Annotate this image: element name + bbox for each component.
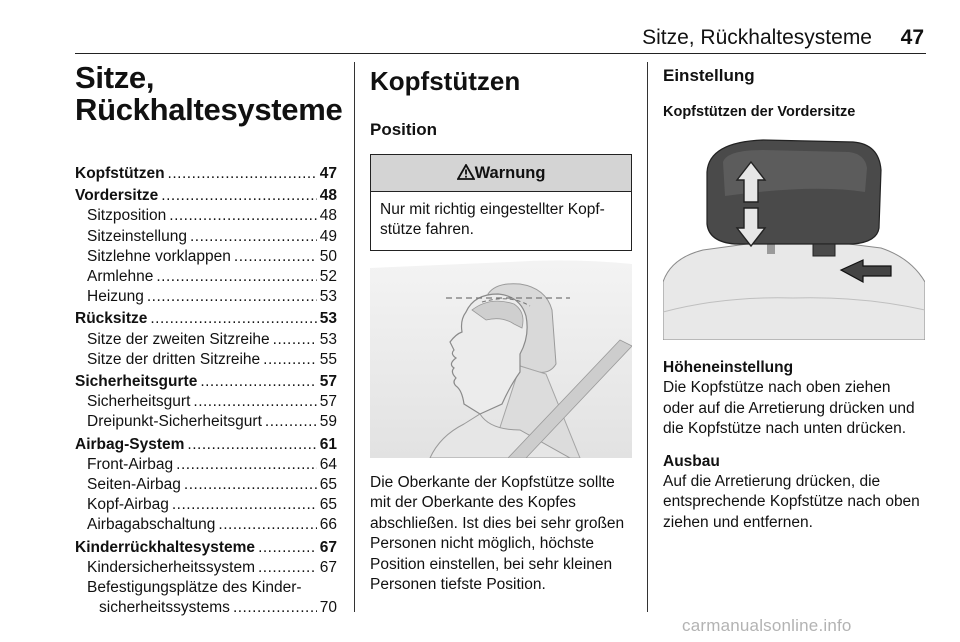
toc-entry[interactable] [75,186,337,206]
toc-entry[interactable] [75,372,337,392]
warning-title: Warnung [474,164,546,182]
toc-leader-dots [190,227,317,247]
toc-entry-page: 67 [319,538,337,556]
toc-entry-page: 66 [319,516,337,534]
toc-entry[interactable] [75,247,337,267]
warning-line: stütze fahren. [380,221,474,238]
toc-leader-dots [169,206,316,226]
position-paragraph [370,473,640,595]
toc-entry-page: 70 [319,599,337,617]
headrest-column [370,60,632,251]
toc-entry[interactable] [75,435,337,455]
text-line: Die Kopfstütze nach oben ziehen [663,379,891,397]
column-divider-2 [647,62,648,612]
toc-entry-label: Airbag-System [75,435,185,453]
toc-entry-label: Kinderrückhaltesysteme [75,538,256,556]
toc-entry-label: Airbagabschaltung [87,516,216,534]
toc-entry[interactable] [75,309,337,329]
toc-entry[interactable] [75,515,337,535]
warning-line: Nur mit richtig eingestellter Kopf- [380,201,605,218]
toc-entry[interactable] [75,392,337,412]
toc-entry-page: 64 [319,455,337,473]
toc-leader-dots [193,392,316,412]
toc-entry-label: Sitze der dritten Sitzreihe [87,350,261,368]
toc-entry[interactable] [75,267,337,287]
toc-entry-label: Sicherheitsgurt [87,393,191,411]
removal-heading: Ausbau [663,452,720,470]
toc-leader-dots [176,455,317,475]
toc-entry[interactable] [75,330,337,350]
toc-entry-label: Front-Airbag [87,455,174,473]
toc-entry-page: 65 [319,476,337,494]
page-header [0,26,960,50]
toc-leader-dots [147,287,317,307]
toc-leader-dots [218,515,316,535]
toc-leader-dots [172,495,317,515]
toc-entry-label: Dreipunkt-Sicherheitsgurt [87,413,262,431]
chapter-title [75,60,343,127]
toc-entry[interactable] [75,495,337,515]
toc-entry-label: Sitze der zweiten Sitzreihe [87,330,270,348]
toc-entry-page: 61 [319,435,337,453]
toc-leader-dots [161,186,316,206]
toc-entry-page: 48 [319,207,337,225]
toc-entry-page: 49 [319,227,337,245]
text-line: Personen tiefste Position. [370,576,546,594]
toc-entry-page: 52 [319,268,337,286]
toc-entry[interactable] [75,350,337,370]
chapter-title-line-1: Sitze, [75,60,155,95]
text-line: Auf die Arretierung drücken, die [663,473,881,491]
page-number: 47 [900,26,924,49]
toc-entry-page: 59 [319,413,337,431]
warning-box [370,154,632,251]
text-line: die Kopfstütze nach unten drücken. [663,420,906,438]
toc-entry-label: Rücksitze [75,310,148,328]
toc-entry-label: Befestigungsplätze des Kinder- [87,579,302,597]
warning-triangle-icon [457,164,475,180]
header-rule [75,53,926,54]
toc-entry-page: 53 [319,310,337,328]
text-line: Personen nicht möglich, höchste [370,535,595,553]
toc-leader-dots [200,372,316,392]
toc-leader-dots [187,435,316,455]
height-heading: Höheneinstellung [663,359,794,376]
toc-entry-page: 57 [319,373,337,391]
text-line: Die Oberkante der Kopfstütze sollte [370,474,615,491]
toc-leader-dots [273,330,317,350]
toc-entry[interactable] [75,164,337,184]
warning-text [371,192,631,250]
toc-entry[interactable] [75,412,337,432]
table-of-contents [75,164,337,618]
text-line: mit der Oberkante des Kopfes [370,494,576,512]
running-title: Sitze, Rückhaltesysteme [642,26,872,49]
text-line: abschließen. Ist dies bei sehr großen [370,514,625,532]
chapter-title-line-2: Rückhaltesysteme [75,92,343,127]
toc-entry[interactable] [75,538,337,558]
text-line: oder auf die Arretierung drücken und [663,399,915,417]
toc-entry-page: 65 [319,496,337,514]
toc-entry-page: 48 [319,187,337,205]
toc-leader-dots [184,475,317,495]
toc-entry[interactable] [75,206,337,226]
toc-leader-dots [156,267,316,287]
text-line: Position einstellen, bei sehr kleinen [370,555,613,573]
adjustment-column [663,60,925,122]
front-headrest-illustration [663,132,925,340]
position-heading: Position [370,120,438,139]
toc-leader-dots [258,558,317,578]
toc-entry-label: Sitzeinstellung [87,227,187,245]
text-line: ziehen und entfernen. [663,513,813,531]
toc-entry[interactable] [75,227,337,247]
adjustment-title: Einstellung [663,66,755,85]
toc-leader-dots [233,598,317,618]
section-title: Kopfstützen [370,66,521,96]
toc-entry-label: Kindersicherheitssystem [87,558,255,576]
toc-leader-dots [234,247,317,267]
toc-entry-page: 53 [319,330,337,348]
toc-entry-label: Seiten-Airbag [87,476,181,494]
toc-leader-dots [150,309,316,329]
toc-entry-label: Sicherheitsgurte [75,373,198,391]
toc-leader-dots [265,412,317,432]
toc-leader-dots [263,350,317,370]
toc-entry[interactable] [75,455,337,475]
toc-entry[interactable] [75,558,337,578]
toc-entry-page: 50 [319,247,337,265]
toc-entry-label: Sitzposition [87,207,167,225]
toc-entry-page: 53 [319,288,337,306]
toc-leader-dots [168,164,317,184]
toc-entry-label: Sitzlehne vorklappen [87,247,231,265]
front-seats-heading: Kopfstützen der Vordersitze [663,104,856,120]
warning-header [371,155,631,192]
height-adjustment-block [663,358,933,533]
toc-entry[interactable] [75,287,337,307]
toc-entry-label: Heizung [87,288,144,306]
toc-entry-label: sicherheitssystems [99,599,230,617]
toc-entry-page: 47 [319,165,337,182]
headrest-position-illustration [370,254,632,458]
toc-entry[interactable] [75,578,337,598]
toc-entry-label: Kopfstützen [75,165,165,182]
toc-entry[interactable] [75,475,337,495]
toc-entry-label: Kopf-Airbag [87,496,169,514]
toc-entry[interactable] [75,598,337,618]
text-line: entsprechende Kopfstütze nach oben [663,493,920,511]
toc-entry-label: Armlehne [87,268,154,286]
toc-entry-page: 55 [319,350,337,368]
toc-entry-page: 67 [319,558,337,576]
chapter-column [75,60,343,618]
column-divider-1 [354,62,355,612]
toc-leader-dots [258,538,317,558]
watermark: carmanualsonline.info [682,616,852,635]
toc-entry-label: Vordersitze [75,187,159,205]
toc-entry-page: 57 [319,393,337,411]
